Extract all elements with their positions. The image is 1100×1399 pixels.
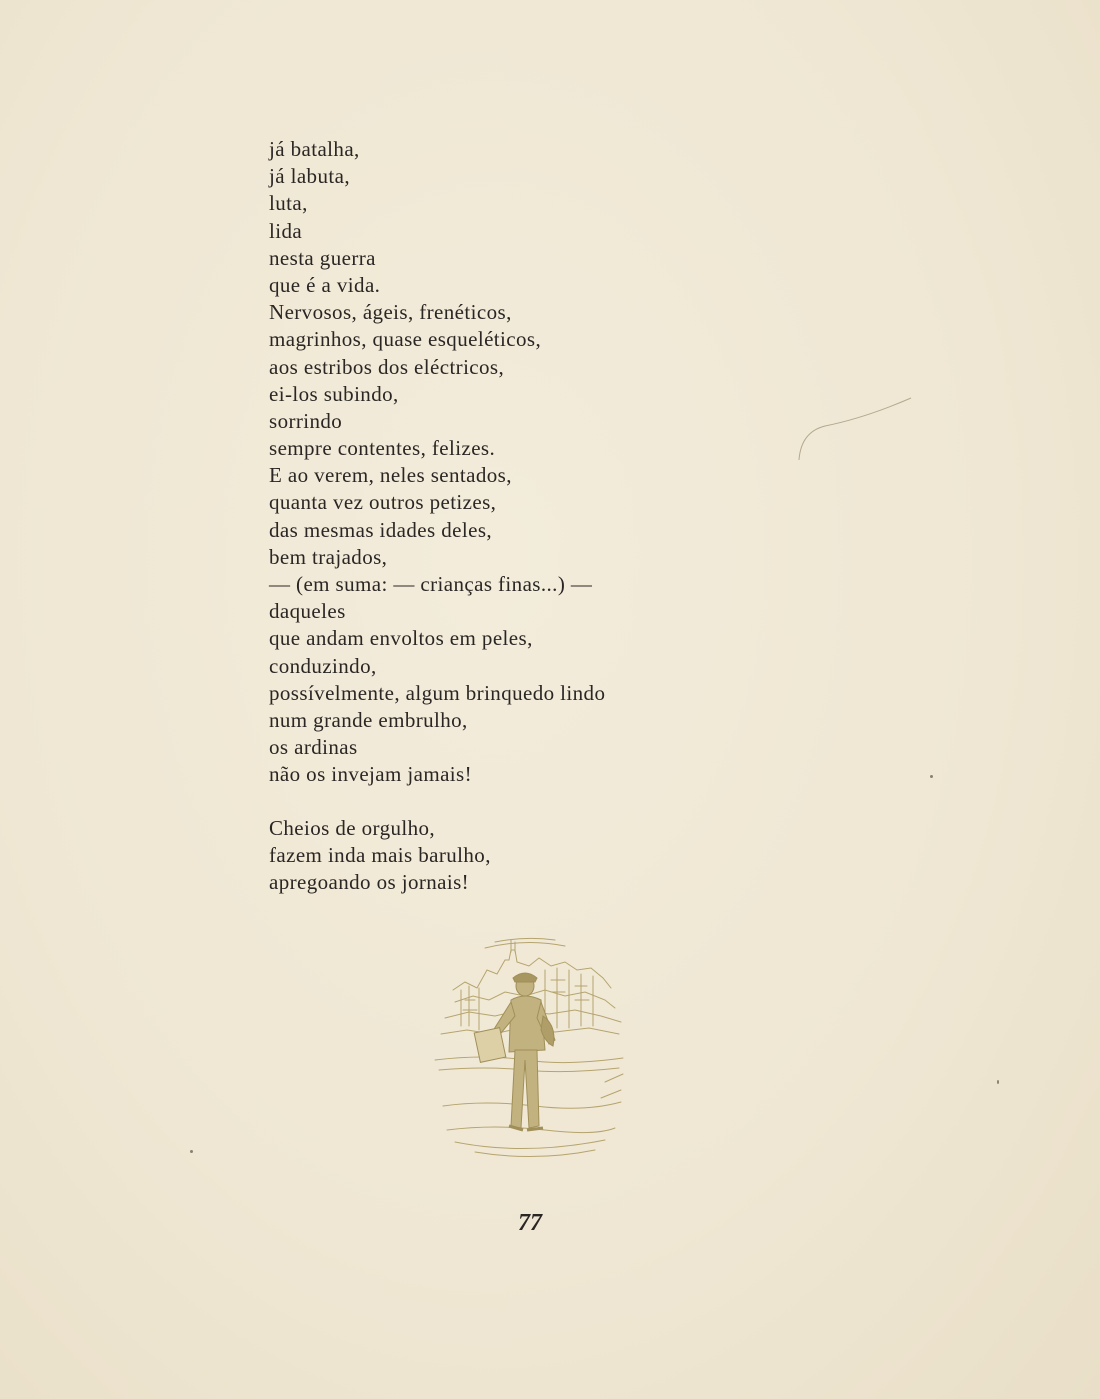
paper-crease-mark — [795, 392, 915, 462]
poem-line: não os invejam jamais! — [269, 762, 472, 787]
poem-line: conduzindo, — [269, 653, 377, 678]
paper-speck — [930, 775, 933, 778]
poem-line: Cheios de orgulho, — [269, 816, 436, 840]
poem-line: daqueles — [269, 599, 346, 624]
poem-line: luta, — [269, 191, 308, 216]
poem-line: já labuta, — [269, 164, 350, 189]
paper-speck — [997, 1080, 999, 1084]
poem-line: já batalha, — [269, 137, 360, 161]
poem-line: que é a vida. — [269, 272, 381, 297]
poem-line: quanta vez outros petizes, — [269, 490, 497, 515]
poem-line: ei-los subindo, — [269, 381, 399, 406]
poem-line: sorrindo — [269, 408, 343, 433]
poem-line: lida — [269, 218, 303, 243]
poem-line: Nervosos, ágeis, frenéticos, — [269, 300, 512, 325]
poem-line: aos estribos dos eléctricos, — [269, 354, 505, 379]
poem-line: apregoando os jornais! — [269, 870, 470, 895]
poem-line: possívelmente, algum brinquedo lindo — [269, 680, 606, 705]
poem-line: das mesmas idades deles, — [269, 517, 493, 542]
poem-line: que andam envoltos em peles, — [269, 626, 533, 651]
newsboy-vignette-icon — [425, 930, 635, 1170]
poem-line: E ao verem, neles sentados, — [269, 463, 512, 488]
poem-line: bem trajados, — [269, 544, 388, 569]
poem-stanza-1 — [269, 136, 605, 789]
poem-line: magrinhos, quase esqueléticos, — [269, 327, 542, 352]
poem-line: num grande embrulho, — [269, 707, 468, 732]
poem-line: — (em suma: — crianças finas...) — — [269, 572, 593, 596]
paper-speck — [190, 1150, 193, 1153]
poem-line: nesta guerra — [269, 245, 376, 270]
poem-line: fazem inda mais barulho, — [269, 843, 491, 868]
poem-line: sempre contentes, felizes. — [269, 436, 496, 461]
page-number: 77 — [518, 1210, 542, 1236]
poem-stanza-2 — [269, 815, 491, 897]
poem-line: os ardinas — [269, 735, 358, 760]
